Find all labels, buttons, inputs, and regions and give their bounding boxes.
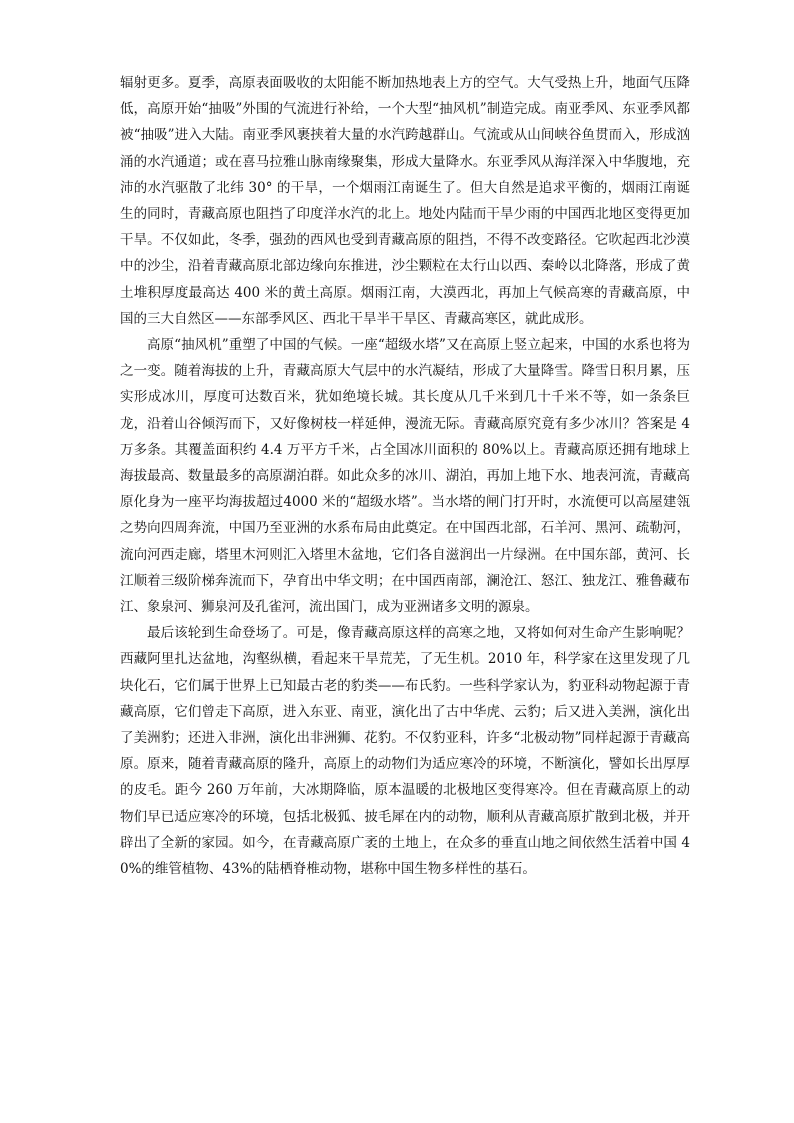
document-body	[120, 70, 690, 882]
paragraph-life-origins: 最后该轮到生命登场了。可是，像青藏高原这样的高寒之地，又将如何对生命产生影响呢？西藏阿里扎达盆地，沟壑纵横，看起来干旱荒芜，了无生机。2010 年，科学家在这里发现了几块化石，它们属于世界上已知最古老的豹类——布氏豹。一些科学家认为，豹亚科动物起源于青藏高原，它们曾走下高原，进入东亚、南亚，演化出了古中华虎、云豹；后又进入美洲，演化出了美洲豹；还进入非洲，演化出非洲狮、花豹。不仅豹亚科，许多“北极动物”同样起源于青藏高原。原来，随着青藏高原的隆升，高原上的动物们为适应寒冷的环境，不断演化，譬如长出厚厚的皮毛。距今 260 万年前，大冰期降临，原本温暖的北极地区变得寒冷。但在青藏高原上的动物们早已适应寒冷的环境，包括北极狐、披毛犀在内的动物，顺利从青藏高原扩散到北极，并开辟出了全新的家园。如今，在青藏高原广袤的土地上，在众多的垂直山地之间依然生活着中国 40%的维管植物、43%的陆栖脊椎动物，堪称中国生物多样性的基石。	[120, 625, 690, 878]
paragraph-super-water-tower: 高原“抽风机”重塑了中国的气候。一座“超级水塔”又在高原上竖立起来，中国的水系也将为之一变。随着海拔的上升，青藏高原大气层中的水汽凝结，形成了大量降雪。降雪日积月累，压实形成冰川，厚度可达数百米，犹如绝境长城。其长度从几千米到几十千米不等，如一条条巨龙，沿着山谷倾泻而下，又好像树枝一样延伸，漫流无际。青藏高原究竟有多少冰川？答案是 4 万多条。其覆盖面积约 4.4 万平方千米，占全国冰川面积的 80%以上。青藏高原还拥有地球上海拔最高、数量最多的高原湖泊群。如此众多的冰川、湖泊，再加上地下水、地表河流，青藏高原化身为一座平均海拔超过4000 米的“超级水塔”。当水塔的闸门打开时，水流便可以高屋建瓴之势向四周奔流，中国乃至亚洲的水系布局由此奠定。在中国西北部，石羊河、黑河、疏勒河，流向河西走廊，塔里木河则汇入塔里木盆地，它们各自滋润出一片绿洲。在中国东部，黄河、长江顺着三级阶梯奔流而下，孕育出中华文明；在中国西南部，澜沧江、怒江、独龙江、雅鲁藏布江、象泉河、狮泉河及孔雀河，流出国门，成为亚洲诸多文明的源泉。	[120, 337, 690, 616]
paragraph-radiation-monsoon: 辐射更多。夏季，高原表面吸收的太阳能不断加热地表上方的空气。大气受热上升，地面气压降低，高原开始“抽吸”外围的气流进行补给，一个大型“抽风机”制造完成。南亚季风、东亚季风都被“抽吸”进入大陆。南亚季风裹挟着大量的水汽跨越群山。气流或从山间峡谷鱼贯而入，形成汹涌的水汽通道；或在喜马拉雅山脉南缘聚集，形成大量降水。东亚季风从海洋深入中华腹地，充沛的水汽驱散了北纬 30° 的干旱，一个烟雨江南诞生了。但大自然是追求平衡的，烟雨江南诞生的同时，青藏高原也阻挡了印度洋水汽的北上。地处内陆而干旱少雨的中国西北地区变得更加干旱。不仅如此，冬季，强劲的西风也受到青藏高原的阻挡，不得不改变路径。它吹起西北沙漠中的沙尘，沿着青藏高原北部边缘向东推进，沙尘颗粒在太行山以西、秦岭以北降落，形成了黄土堆积厚度最高达 400 米的黄土高原。烟雨江南，大漠西北，再加上气候高寒的青藏高原，中国的三大自然区——东部季风区、西北干旱半干旱区、青藏高寒区，就此成形。	[120, 75, 690, 327]
